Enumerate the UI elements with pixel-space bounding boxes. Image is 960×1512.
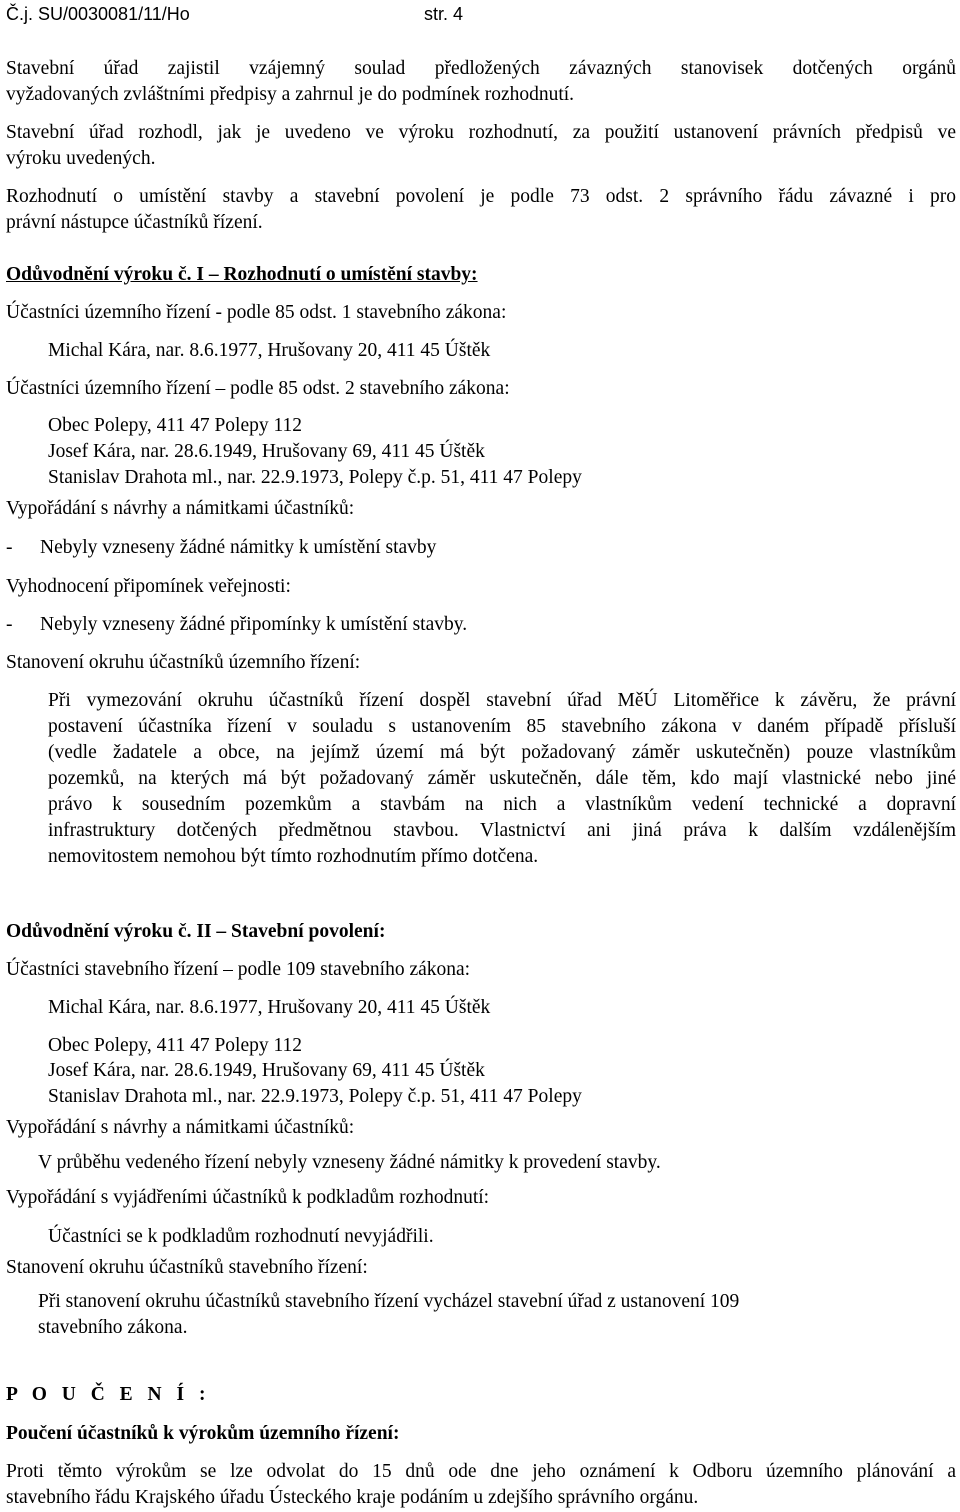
participant: Josef Kára, nar. 28.6.1949, Hrušovany 69, 411 45 Úštěk [48, 1060, 485, 1081]
paragraph-line: Stavební úřad rozhodl, jak je uvedeno ve výroku rozhodnutí, za použití ustanovení právních předpisů ve [6, 122, 956, 143]
public-item [6, 613, 467, 637]
page-number: str. 4 [424, 4, 464, 24]
dash-marker: - [6, 537, 13, 558]
scope-heading: Stanovení okruhu účastníků územního řízení: [6, 652, 361, 673]
objections-heading: Vypořádání s návrhy a námitkami účastníků: [6, 498, 355, 519]
paragraph-line: Stavební úřad zajistil vzájemný soulad předložených závazných stanovisek dotčených orgánů [6, 58, 956, 79]
participant: Obec Polepy, 411 47 Polepy 112 [48, 1035, 303, 1056]
instruction-line: stavebního řádu Krajského úřadu Ústeckého kraje podáním u zdejšího správního orgánu. [6, 1487, 699, 1508]
participants-heading: Účastníci územního řízení – podle 85 odst. 2 stavebního zákona: [6, 378, 510, 399]
dash-marker: - [6, 614, 13, 635]
objections-text: Nebyly vzneseny žádné námitky k umístění stavby [40, 537, 437, 558]
scope-line: infrastruktury dotčených předmětnou stavbou. Vlastnictví ani jiná práva k dalším vzdálenějším [48, 820, 956, 841]
participants-heading: Účastníci územního řízení - podle 85 odst. 1 stavebního zákona: [6, 302, 507, 323]
section-heading: Odůvodnění výroku č. II – Stavební povolení: [6, 921, 386, 942]
scope-heading: Stanovení okruhu účastníků stavebního řízení: [6, 1257, 368, 1278]
basis-heading: Vypořádání s vyjádřeními účastníků k podkladům rozhodnutí: [6, 1187, 490, 1208]
participant: Josef Kára, nar. 28.6.1949, Hrušovany 69, 411 45 Úštěk [48, 441, 485, 462]
scope-line: právo k sousedním pozemkům a stavbám na nich a vlastníkům vedení technické a dopravní [48, 794, 956, 815]
scope-line: postavení účastníka řízení v souladu s ustanovením 85 stavebního zákona v daném případě přísluší [48, 716, 956, 737]
public-text: Nebyly vzneseny žádné připomínky k umístění stavby. [40, 614, 468, 635]
public-heading: Vyhodnocení připomínek veřejnosti: [6, 576, 291, 597]
scope-line: stavebního zákona. [38, 1317, 188, 1338]
scope-line: Při stanovení okruhu účastníků stavebního řízení vycházel stavební úřad z ustanovení 109 [38, 1291, 740, 1312]
scope-line: (vedle žadatele a obce, na jejímž území má být požadovaný záměr uskutečněn) pouze vlastníkům [48, 742, 956, 763]
scope-line: Při vymezování okruhu účastníků řízení dospěl stavební úřad MěÚ Litoměřice k závěru, že právní [48, 690, 956, 711]
instruction-line: Proti těmto výrokům se lze odvolat do 15 dnů ode dne jeho oznámení k Odboru územního plánování a [6, 1461, 956, 1482]
paragraph-line: Rozhodnutí o umístění stavby a stavební povolení je podle 73 odst. 2 správního řádu závazné i pro [6, 186, 956, 207]
participant: Stanislav Drahota ml., nar. 22.9.1973, Polepy č.p. 51, 411 47 Polepy [48, 467, 582, 488]
basis-text: Účastníci se k podkladům rozhodnutí nevyjádřili. [48, 1226, 434, 1247]
section-heading: Odůvodnění výroku č. I – Rozhodnutí o umístění stavby: [6, 264, 478, 285]
participant: Michal Kára, nar. 8.6.1977, Hrušovany 20, 411 45 Úštěk [48, 340, 491, 361]
objections-heading: Vypořádání s návrhy a námitkami účastníků: [6, 1117, 355, 1138]
scope-line: nemovitostem nemohou být tímto rozhodnutím přímo dotčena. [48, 846, 539, 867]
scope-line: pozemků, na kterých má být požadovaný záměr uskutečněn, dále těm, kdo mají vlastnické nebo jiné [48, 768, 956, 789]
page-header [6, 2, 464, 26]
participants-heading: Účastníci stavebního řízení – podle 109 stavebního zákona: [6, 959, 471, 980]
reference-number: Č.j. SU/0030081/11/Ho [6, 4, 190, 24]
objections-text: V průběhu vedeného řízení nebyly vzneseny žádné námitky k provedení stavby. [38, 1152, 661, 1173]
paragraph-line: výroku uvedených. [6, 148, 156, 169]
instruction-title: P O U Č E N Í : [6, 1384, 211, 1405]
paragraph-line: vyžadovaných zvláštními předpisy a zahrnul je do podmínek rozhodnutí. [6, 84, 575, 105]
objections-item [6, 536, 436, 560]
participant: Stanislav Drahota ml., nar. 22.9.1973, Polepy č.p. 51, 411 47 Polepy [48, 1086, 582, 1107]
participant: Michal Kára, nar. 8.6.1977, Hrušovany 20, 411 45 Úštěk [48, 997, 491, 1018]
instruction-subheading: Poučení účastníků k výrokům územního řízení: [6, 1423, 400, 1444]
paragraph-line: právní nástupce účastníků řízení. [6, 212, 263, 233]
participant: Obec Polepy, 411 47 Polepy 112 [48, 415, 303, 436]
